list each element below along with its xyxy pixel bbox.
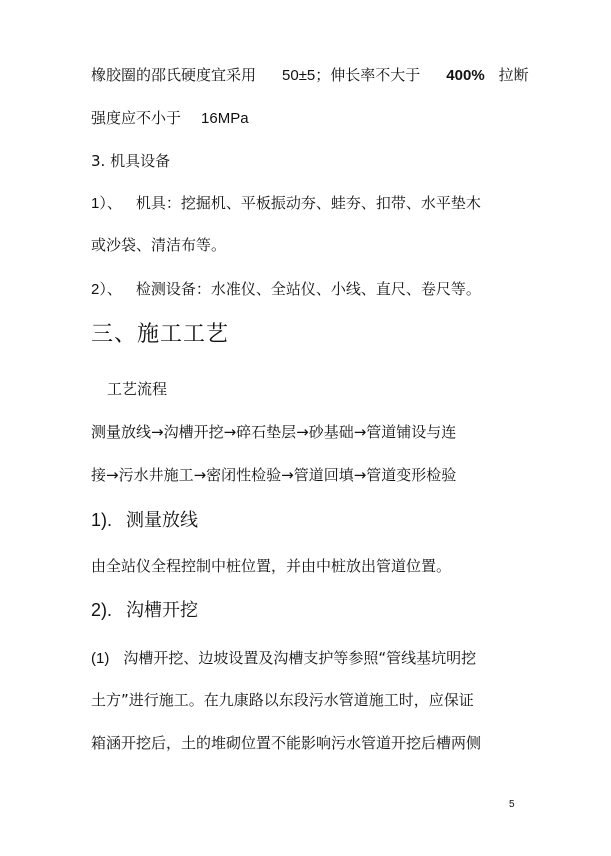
subheading-trench (91, 598, 198, 623)
text-segment: 测量放线→沟槽开挖→碎石垫层→砂基础→管道铺设与连 (91, 423, 457, 441)
text-segment: 土方”进行施工。在九康路以东段污水管道施工时，应保证 (91, 691, 474, 709)
text-segment: 强度应不小于 (91, 109, 182, 127)
text-line-machinery (91, 193, 481, 214)
process-flow-line-2 (91, 465, 456, 485)
hardness-value: 50±5 (282, 67, 316, 84)
elongation-value: 400% (446, 67, 485, 84)
text-line-strength (91, 108, 249, 129)
subheading-title: 沟槽开挖 (126, 600, 199, 621)
section-title-text: 三、施工工艺 (91, 322, 230, 347)
paragraph-number: (1) (91, 650, 110, 667)
page-number: 5 (509, 799, 515, 810)
text-segment: 沟槽开挖、边坡设置及沟槽支护等参照“管线基坑明挖 (123, 649, 477, 667)
text-line-instruments (91, 279, 481, 300)
text-segment: 接→污水井施工→密闭性检验→管道回填→管道变形检验 (91, 466, 457, 484)
text-line-trench-3 (91, 733, 481, 753)
text-segment: 机具：挖掘机、平板振动夯、蛙夯、扣带、水平垫木 (135, 194, 481, 212)
text-line-survey-body (91, 556, 451, 576)
list-marker: 2）、 (91, 281, 122, 298)
text-segment: 拉断 (498, 66, 529, 84)
list-marker: 1）、 (91, 195, 122, 212)
text-line-trench-2 (91, 690, 474, 710)
process-flow-title (107, 379, 167, 399)
section-title (91, 321, 229, 349)
subheading-survey (91, 508, 198, 533)
text-segment: 或沙袋、清洁布等。 (91, 236, 227, 254)
subheading-number: 1). (91, 510, 113, 530)
text-line-machinery-cont (91, 235, 226, 255)
strength-value: 16MPa (201, 110, 249, 127)
text-segment: 由全站仪全程控制中桩位置，并由中桩放出管道位置。 (91, 557, 452, 575)
text-segment: 检测设备：水准仪、全站仪、小线、直尺、卷尺等。 (135, 280, 481, 298)
text-line-trench-1 (91, 648, 476, 669)
heading-equipment (91, 151, 170, 171)
text-segment: 箱涵开挖后，土的堆砌位置不能影响污水管道开挖后槽两侧 (91, 734, 482, 752)
subheading-number: 2). (91, 600, 113, 620)
subheading-title: 测量放线 (126, 510, 199, 531)
process-flow-line-1 (91, 422, 456, 442)
text-line-rubber-hardness (91, 65, 529, 86)
text-segment: ；伸长率不大于 (315, 66, 421, 84)
heading-equipment-text: 3. 机具设备 (91, 152, 171, 170)
process-flow-title-text: 工艺流程 (107, 380, 168, 398)
text-segment: 橡胶圈的邵氏硬度宜采用 (91, 66, 257, 84)
